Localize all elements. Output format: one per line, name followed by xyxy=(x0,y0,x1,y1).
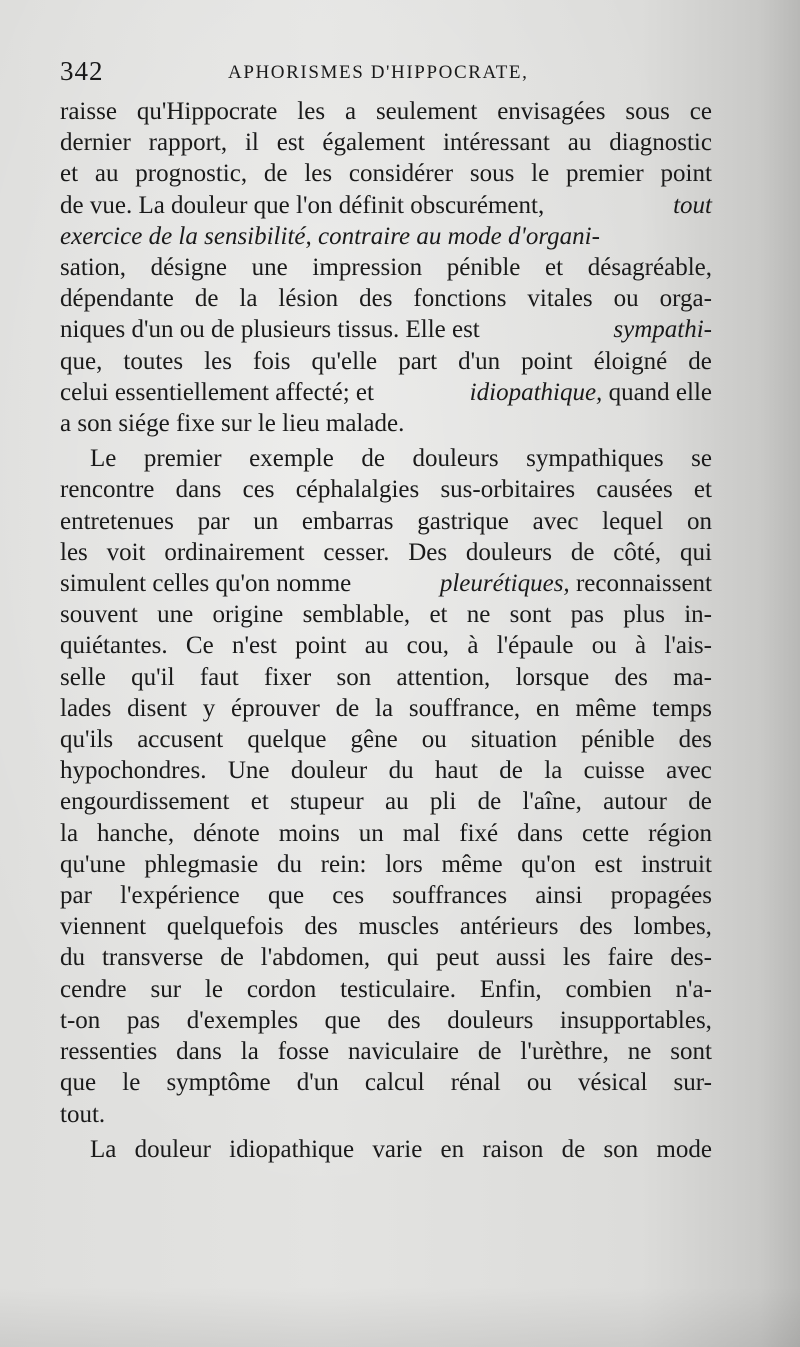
word: origine xyxy=(212,601,284,629)
word: son xyxy=(603,1135,639,1163)
word: côté, xyxy=(613,538,662,566)
word: dans xyxy=(175,476,222,504)
word: douleurs xyxy=(465,538,553,566)
word: la xyxy=(239,285,258,313)
word: ressenties xyxy=(60,1038,158,1066)
word: moins xyxy=(278,819,340,847)
word: ordinairement xyxy=(164,538,305,566)
text-fragment xyxy=(440,568,712,599)
word: le xyxy=(531,160,550,188)
word: l'épaule xyxy=(496,632,574,660)
word: toutes xyxy=(123,347,184,375)
word: douleurs xyxy=(412,445,499,473)
word: lorsque xyxy=(515,663,590,691)
word: seulement xyxy=(375,98,478,125)
word: se xyxy=(691,445,712,473)
word: naviculaire xyxy=(347,1038,460,1066)
word: la xyxy=(60,819,79,847)
word: l'aîne, xyxy=(522,788,582,816)
word: douleurs xyxy=(447,1006,534,1034)
text-line xyxy=(60,880,712,911)
text-line xyxy=(60,755,712,786)
word: par xyxy=(197,507,230,535)
word: hanche, xyxy=(97,819,175,847)
word: céphalalgies xyxy=(295,476,420,504)
word: raison xyxy=(482,1135,544,1163)
text-line xyxy=(60,127,712,158)
text-line xyxy=(60,221,712,252)
word: entretenues xyxy=(60,507,174,535)
word: qu'elle xyxy=(311,347,378,375)
word: et xyxy=(545,254,564,282)
word: et xyxy=(60,160,79,188)
word: ne xyxy=(627,1038,652,1066)
word: de xyxy=(561,1135,586,1163)
word: de xyxy=(477,1038,502,1066)
word: selle xyxy=(60,663,106,691)
word: pas xyxy=(126,1006,161,1034)
word: pli xyxy=(429,788,457,816)
text-fragment: celui essentiellement affecté; et xyxy=(60,378,374,406)
word: raisse xyxy=(60,98,117,125)
word: rencontre xyxy=(60,476,155,504)
text-line xyxy=(60,693,712,724)
word: premier xyxy=(565,160,644,188)
word: impression xyxy=(312,254,423,282)
word: même xyxy=(575,694,637,722)
word: de xyxy=(477,788,502,816)
text-fragment: de vue. La douleur que l'on définit obscurément, xyxy=(60,191,545,219)
word: et xyxy=(693,476,712,504)
word: de xyxy=(570,538,595,566)
word: du xyxy=(276,850,302,878)
word: semblable, xyxy=(302,601,411,629)
word: lésion xyxy=(278,285,339,313)
word: et xyxy=(429,601,448,629)
word: sus-orbitaires xyxy=(440,476,576,504)
word: au xyxy=(567,129,592,157)
word: de xyxy=(194,285,219,313)
text-fragment: a son siége fixe sur le lieu malade. xyxy=(60,410,405,438)
word: part xyxy=(398,347,438,375)
word: attention, xyxy=(396,663,491,691)
word: voit xyxy=(106,538,146,566)
word: la xyxy=(240,1038,259,1066)
text-line xyxy=(60,1005,712,1036)
word: que xyxy=(60,1069,97,1097)
word: Une xyxy=(227,757,270,785)
text-line xyxy=(60,786,712,817)
word: vésical xyxy=(577,1069,648,1097)
word: en xyxy=(535,694,560,722)
text-fragment: simulent celles qu'on nomme xyxy=(60,570,352,598)
word: avec xyxy=(666,757,712,785)
word: temps xyxy=(652,694,712,722)
text-fragment: reconnaissent xyxy=(575,570,712,598)
word: orga- xyxy=(659,285,712,313)
word: vitales xyxy=(527,285,593,313)
word: rapport, xyxy=(148,129,228,157)
word: qu'une xyxy=(60,850,126,878)
word: quelquefois xyxy=(166,913,284,941)
word: désagréable, xyxy=(587,254,712,282)
text-line xyxy=(60,1134,712,1165)
word: sympathiques xyxy=(526,445,664,473)
word: douleur xyxy=(134,1135,211,1163)
page-header xyxy=(60,56,720,92)
word: des xyxy=(387,1006,421,1034)
text-line xyxy=(60,190,712,221)
word: dans xyxy=(517,819,563,847)
word: en xyxy=(440,1135,465,1163)
italic-fragment: sympathi- xyxy=(613,316,712,344)
word: dépendante xyxy=(60,285,174,313)
word: haut xyxy=(434,757,478,785)
word: situation xyxy=(470,726,557,754)
word: phlegmasie xyxy=(144,850,259,878)
word: rein: xyxy=(320,850,367,878)
word: plus xyxy=(623,601,665,629)
word: ne xyxy=(466,601,491,629)
body-text xyxy=(60,96,712,1165)
word: quiétantes. xyxy=(60,632,168,660)
italic-fragment: idiopathique, xyxy=(469,378,603,406)
word: fois xyxy=(253,347,291,375)
word: les xyxy=(297,98,326,125)
word: qu'Hippocrate xyxy=(136,98,278,125)
word: souffrances xyxy=(392,882,508,910)
word: sous xyxy=(469,160,515,188)
word: sation, xyxy=(60,254,126,282)
word: fixé xyxy=(459,819,499,847)
text-line xyxy=(60,314,712,345)
word: gêne xyxy=(350,726,398,754)
word: souvent xyxy=(60,601,138,629)
word: envisagées xyxy=(497,98,606,125)
word: une xyxy=(157,601,194,629)
word: transverse xyxy=(101,944,204,972)
word: gastrique xyxy=(417,507,509,535)
word: de xyxy=(499,757,523,785)
word: embarras xyxy=(301,507,394,535)
word: de xyxy=(335,694,360,722)
word: des xyxy=(614,663,648,691)
text-line xyxy=(60,724,712,755)
word: qu'on xyxy=(521,850,576,878)
word: d'exemples xyxy=(186,1006,299,1034)
word: le xyxy=(122,1069,141,1097)
word: lades xyxy=(60,694,112,722)
word: l'expérience xyxy=(120,882,240,910)
word: de xyxy=(688,788,712,816)
word: des xyxy=(359,285,393,313)
word: cuisse xyxy=(583,757,645,785)
word: la xyxy=(375,694,394,722)
word: il xyxy=(244,129,259,157)
word: ce xyxy=(689,98,712,125)
word: l'urèthre, xyxy=(520,1038,609,1066)
word: sur xyxy=(150,975,182,1003)
text-line xyxy=(60,911,712,942)
word: faire xyxy=(607,944,654,972)
text-line xyxy=(60,377,712,408)
text-line xyxy=(60,942,712,973)
word: au xyxy=(94,160,119,188)
word: Enfin, xyxy=(479,975,542,1003)
word: ces xyxy=(242,476,275,504)
word: qu'il xyxy=(131,663,175,691)
word: hypochondres. xyxy=(60,757,207,785)
word: que xyxy=(324,1006,361,1034)
word: son xyxy=(336,663,372,691)
word: faut xyxy=(199,663,239,691)
word: rénal xyxy=(450,1069,501,1097)
word: sont xyxy=(509,601,552,629)
word: de xyxy=(361,445,385,473)
word: a xyxy=(344,98,357,125)
word: muscles xyxy=(358,913,440,941)
word: douleur xyxy=(290,757,368,785)
text-fragment: niques d'un ou de plusieurs tissus. Elle est xyxy=(60,316,480,344)
word: mal xyxy=(402,819,441,847)
word: n'a- xyxy=(675,975,712,1003)
text-line xyxy=(60,96,712,127)
text-line xyxy=(60,599,712,630)
word: du xyxy=(388,757,414,785)
word: viennent xyxy=(60,913,147,941)
text-line xyxy=(60,537,712,568)
word: de xyxy=(220,944,244,972)
word: même xyxy=(441,850,503,878)
word: au xyxy=(364,632,389,660)
word: peut xyxy=(435,944,479,972)
text-line xyxy=(60,408,712,439)
word: engourdissement xyxy=(60,788,230,816)
word: cou, xyxy=(406,632,450,660)
word: accusent xyxy=(137,726,224,754)
text-line xyxy=(60,630,712,661)
word: insupportables, xyxy=(559,1006,712,1034)
word: par xyxy=(60,882,92,910)
word: sous xyxy=(625,98,670,125)
word: un xyxy=(253,507,279,535)
word: testiculaire. xyxy=(340,975,457,1003)
text-line xyxy=(60,1036,712,1067)
word: ou xyxy=(613,285,639,313)
text-line xyxy=(60,849,712,880)
text-line xyxy=(60,252,712,283)
word: éloigné xyxy=(593,347,668,375)
word: autour xyxy=(603,788,667,816)
word: point xyxy=(660,160,712,188)
word: y xyxy=(202,694,216,722)
word: d'un xyxy=(296,1069,339,1097)
word: lors xyxy=(385,850,423,878)
word: antérieurs xyxy=(459,913,559,941)
word: avec xyxy=(532,507,579,535)
word: propagées xyxy=(610,882,712,910)
word: dernier xyxy=(60,129,131,157)
word: des xyxy=(579,913,613,941)
word: combien xyxy=(565,975,652,1003)
word: désigne xyxy=(150,254,227,282)
word: exemple xyxy=(249,445,334,473)
word: des- xyxy=(670,944,712,972)
word: les xyxy=(304,160,333,188)
word: stupeur xyxy=(290,788,364,816)
word: sont xyxy=(670,1038,712,1066)
word: cette xyxy=(581,819,630,847)
text-fragment xyxy=(470,377,712,408)
word: région xyxy=(648,819,712,847)
text-line xyxy=(60,283,712,314)
word: varie xyxy=(372,1135,423,1163)
text-line xyxy=(60,158,712,189)
word: de xyxy=(263,160,288,188)
word: quelque xyxy=(247,726,327,754)
word: t-on xyxy=(60,1006,101,1034)
word: on xyxy=(686,507,712,535)
word: mode xyxy=(656,1135,712,1163)
word: ou xyxy=(421,726,447,754)
italic-fragment: exercice de la sensibilité, contraire au mode d'organi- xyxy=(60,222,600,250)
word: du xyxy=(60,944,85,972)
word: la xyxy=(544,757,563,785)
word: point xyxy=(521,347,573,375)
word: ces xyxy=(332,882,365,910)
word: sur- xyxy=(673,1069,712,1097)
word: ma- xyxy=(673,663,712,691)
word: qui xyxy=(387,944,419,972)
word: pénible xyxy=(446,254,521,282)
word: de xyxy=(688,347,712,375)
word: et xyxy=(250,788,269,816)
word: symptôme xyxy=(166,1069,271,1097)
word: est xyxy=(594,850,623,878)
word: ainsi xyxy=(535,882,583,910)
word: également xyxy=(322,129,426,157)
text-line xyxy=(60,1099,712,1130)
text-line xyxy=(60,662,712,693)
italic-fragment: tout xyxy=(673,191,712,219)
text-fragment: tout. xyxy=(60,1100,106,1128)
running-head: APHORISMES D'HIPPOCRATE, xyxy=(228,62,529,83)
word: un xyxy=(358,819,384,847)
word: Le xyxy=(90,445,117,473)
word: des xyxy=(304,913,338,941)
text-line xyxy=(60,474,712,505)
word: le xyxy=(204,975,223,1003)
page-number: 342 xyxy=(60,56,104,86)
word: dans xyxy=(176,1038,222,1066)
word: pas xyxy=(570,601,604,629)
word: intéressant xyxy=(442,129,550,157)
word: idiopathique xyxy=(229,1135,355,1163)
word: éprouver xyxy=(230,694,320,722)
text-line xyxy=(60,818,712,849)
word: disent xyxy=(127,694,187,722)
word: lequel xyxy=(602,507,664,535)
word: l'ais- xyxy=(664,632,712,660)
word: instruit xyxy=(641,850,712,878)
word: les xyxy=(562,944,591,972)
word: d'un xyxy=(458,347,501,375)
word: les xyxy=(60,538,88,566)
word: des xyxy=(678,726,712,754)
word: à xyxy=(635,632,647,660)
text-line xyxy=(60,974,712,1005)
text-fragment: quand elle xyxy=(608,378,712,406)
word: diagnostic xyxy=(609,129,712,157)
word: que xyxy=(267,882,305,910)
word: cendre xyxy=(60,975,127,1003)
word: considérer xyxy=(348,160,454,188)
word: aussi xyxy=(495,944,546,972)
word: que, xyxy=(60,347,103,375)
word: pénible xyxy=(581,726,655,754)
word: prognostic, xyxy=(135,160,248,188)
text-line xyxy=(60,1067,712,1098)
word: La xyxy=(90,1135,117,1163)
word: lombes, xyxy=(633,913,712,941)
italic-fragment: pleurétiques, xyxy=(439,570,570,598)
word: au xyxy=(384,788,409,816)
word: souffrance, xyxy=(408,694,521,722)
word: à xyxy=(467,632,479,660)
word: premier xyxy=(143,445,222,473)
word: les xyxy=(204,347,232,375)
word: fonctions xyxy=(413,285,507,313)
word: qu'ils xyxy=(60,726,114,754)
word: causées xyxy=(596,476,673,504)
text-line xyxy=(60,506,712,537)
text-line xyxy=(60,443,712,474)
word: point xyxy=(295,632,347,660)
word: calcul xyxy=(364,1069,425,1097)
word: Ce xyxy=(185,632,214,660)
word: l'abdomen, xyxy=(260,944,371,972)
word: n'est xyxy=(231,632,277,660)
word: dénote xyxy=(193,819,260,847)
text-line xyxy=(60,346,712,377)
word: ou xyxy=(526,1069,552,1097)
word: cesser. xyxy=(323,538,390,566)
word: in- xyxy=(684,601,712,629)
word: fosse xyxy=(277,1038,330,1066)
word: fixer xyxy=(264,663,312,691)
word: cordon xyxy=(246,975,317,1003)
text-line xyxy=(60,568,712,599)
word: ou xyxy=(591,632,617,660)
word: une xyxy=(251,254,288,282)
word: est xyxy=(276,129,305,157)
word: qui xyxy=(680,538,712,566)
word: Des xyxy=(408,538,448,566)
